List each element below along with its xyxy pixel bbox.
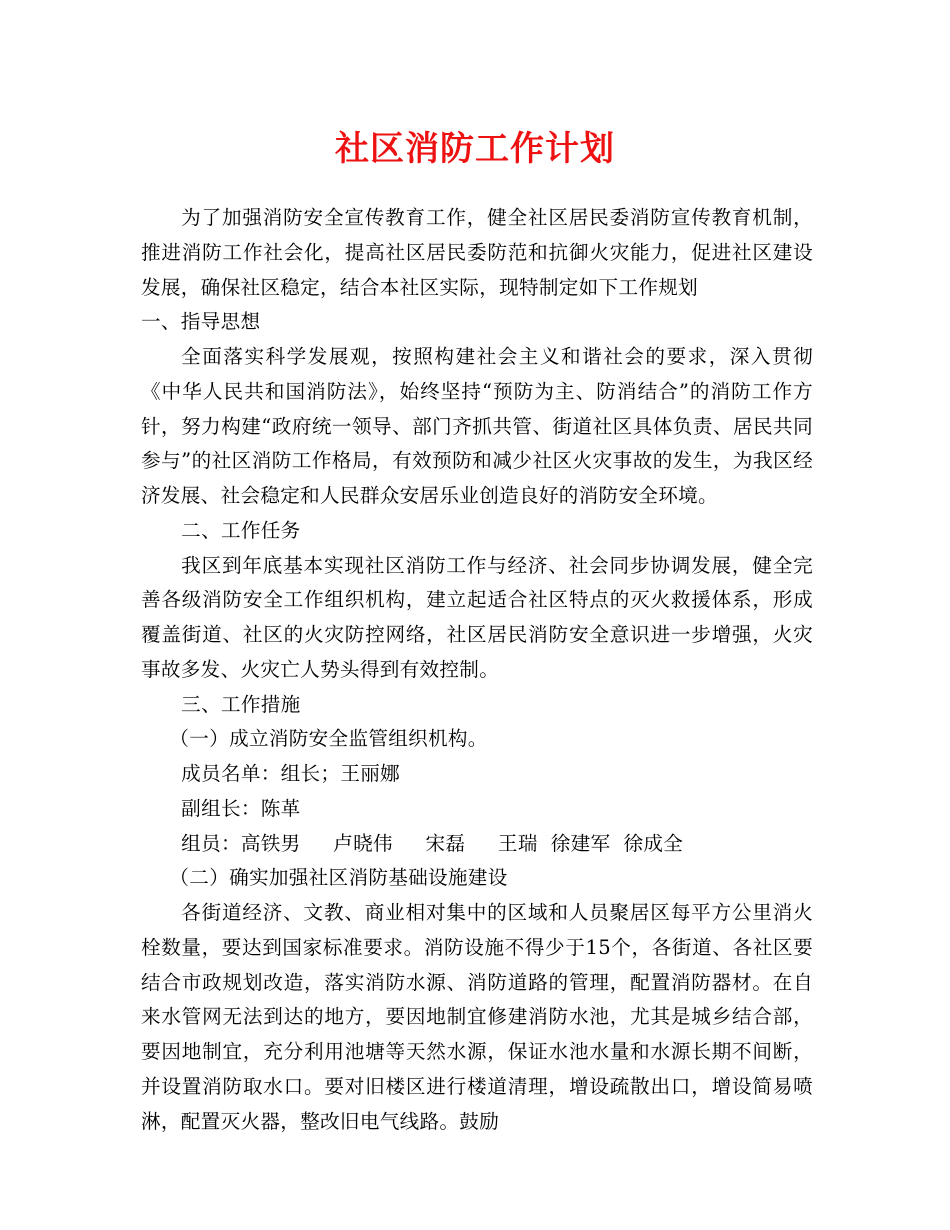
intro-paragraph: 为了加强消防安全宣传教育工作，健全社区居民委消防宣传教育机制，推进消防工作社会化，提高社区居民委防范和抗御火灾能力，促进社区建设发展，确保社区稳定，结合本社区实际，现特制定如下工作规划 bbox=[141, 206, 813, 299]
deputy-leader-line: 副组长：陈革 bbox=[181, 796, 301, 820]
section-heading-work-tasks: 二、工作任务 bbox=[181, 518, 301, 542]
group-members-line: 组员：高铁男 卢晓伟 宋磊 王瑞 徐建军 徐成全 bbox=[181, 831, 684, 855]
members-line: 成员名单：组长；王丽娜 bbox=[181, 762, 401, 785]
work-tasks-paragraph: 我区到年底基本实现社区消防工作与经济、社会同步协调发展，健全完善各级消防安全工作组织机构，建立起适合社区特点的灭火救援体系，形成覆盖街道、社区的火灾防控网络，社区居民消防安全意识进一步增强，火灾事故多发、火灾亡人势头得到有效控制。 bbox=[141, 553, 813, 681]
section-heading-work-measures: 三、工作措施 bbox=[181, 692, 301, 716]
subsection-heading-organization: （一）成立消防安全监管组织机构。 bbox=[169, 727, 488, 751]
document-title: 社区消防工作计划 bbox=[335, 129, 615, 169]
infrastructure-paragraph: 各街道经济、文教、商业相对集中的区域和人员聚居区每平方公里消火栓数量，要达到国家标准要求。消防设施不得少于15个，各街道、各社区要结合市政规划改造，落实消防水源、消防道路的管理，配置消防器材。在自来水管网无法到达的地方，要因地制宜修建消防水池，尤其是城乡结合部，要因地制宜，充分利用池塘等天然水源，保证水池水量和水源长期不间断，并设置消防取水口。要对旧楼区进行楼道清理，增设疏散出口，增设简易喷淋，配置灭火器，整改旧电气线路。鼓励 bbox=[141, 901, 813, 1133]
section-heading-guiding-ideology: 一、指导思想 bbox=[141, 310, 261, 334]
guiding-ideology-paragraph: 全面落实科学发展观，按照构建社会主义和谐社会的要求，深入贯彻《中华人民共和国消防法》，始终坚持“预防为主、防消结合”的消防工作方针，努力构建“政府统一领导、部门齐抓共管、街道社区具体负责、居民共同参与”的社区消防工作格局，有效预防和减少社区火灾事故的发生，为我区经济发展、社会稳定和人民群众安居乐业创造良好的消防安全环境。 bbox=[141, 345, 813, 507]
document-body bbox=[141, 201, 813, 1139]
subsection-heading-infrastructure: （二）确实加强社区消防基础设施建设 bbox=[169, 866, 508, 890]
